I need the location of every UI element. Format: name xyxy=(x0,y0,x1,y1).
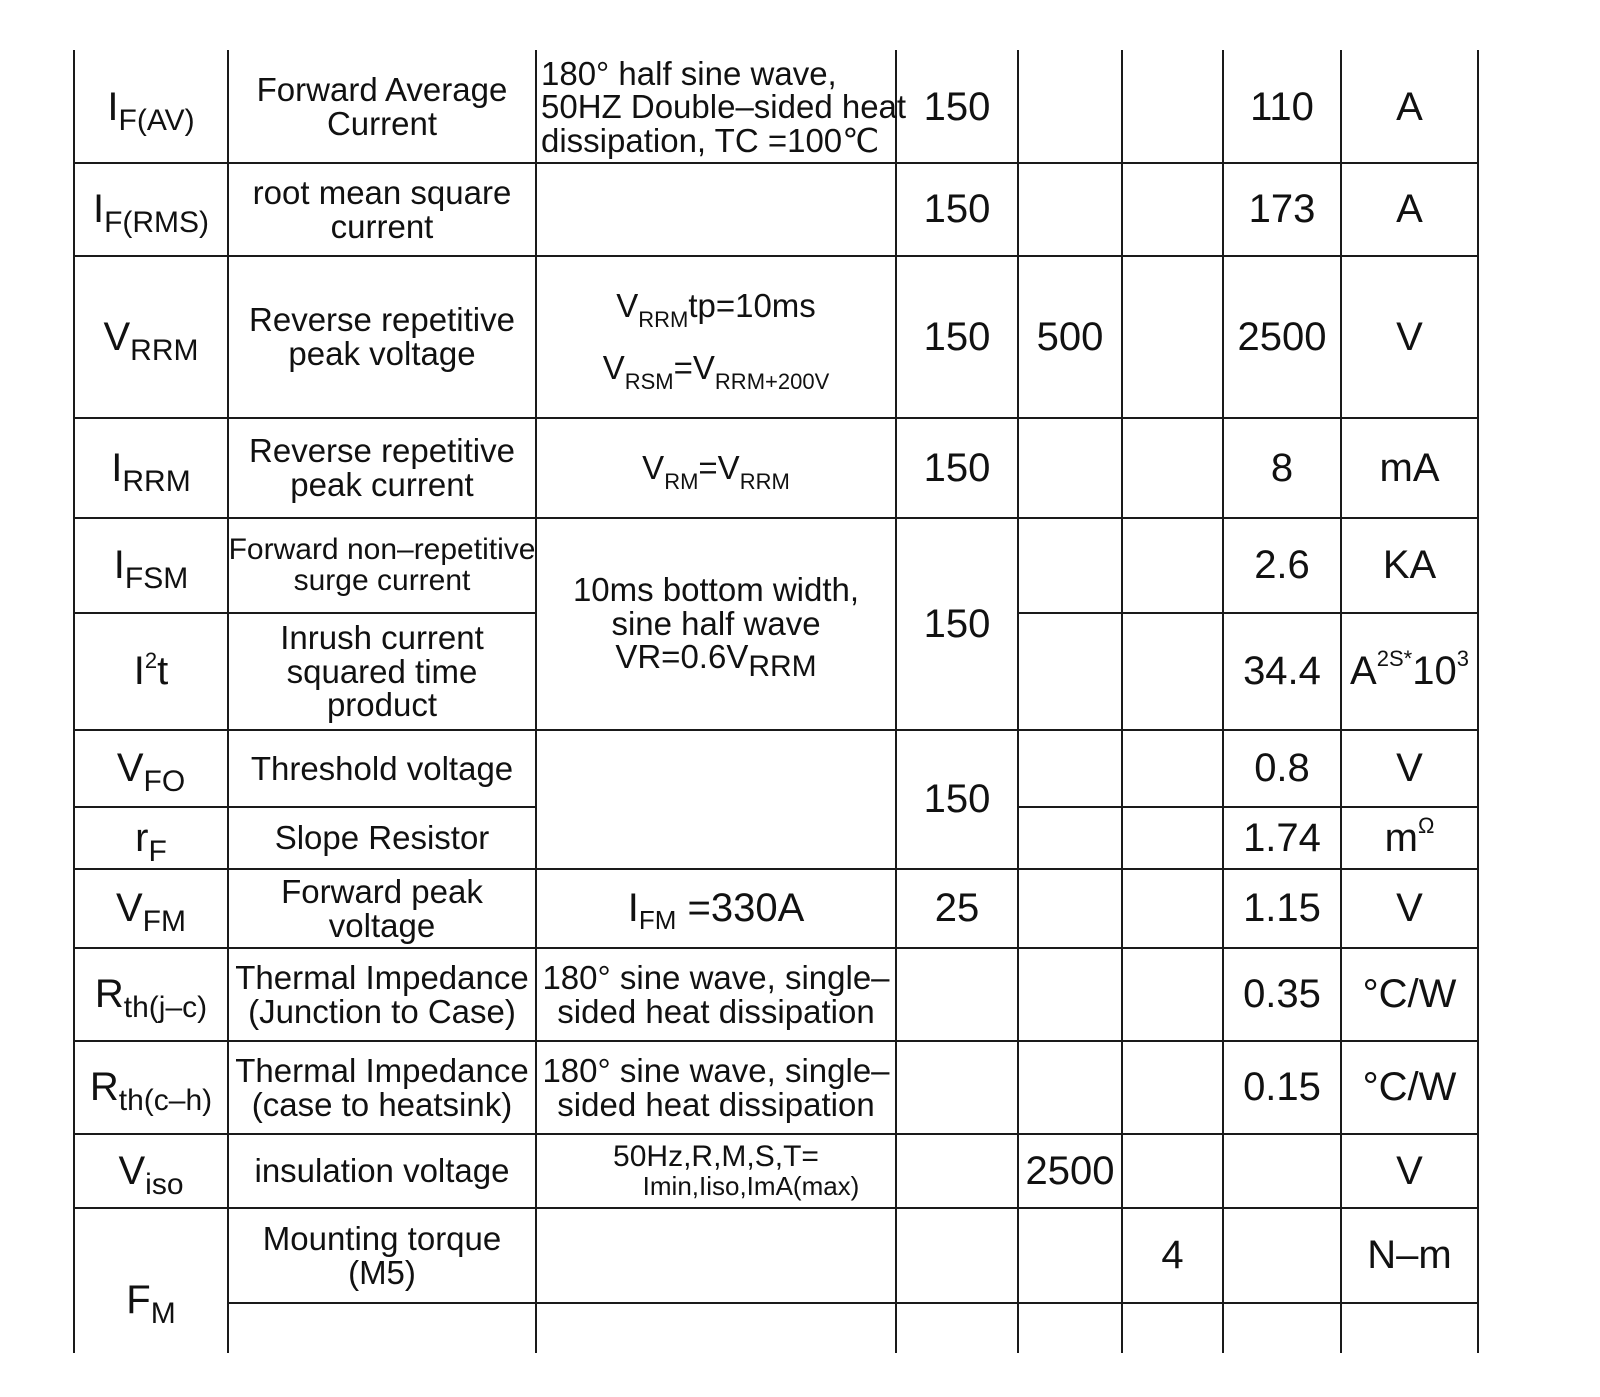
description-line: (case to heatsink) xyxy=(251,1085,513,1123)
unit-value: V xyxy=(1396,886,1423,931)
unit-fm xyxy=(1342,1209,1477,1302)
typ-fm xyxy=(1123,1209,1222,1302)
condition-line: dissipation, TC =100℃ xyxy=(541,121,880,159)
unit-value: mA xyxy=(1379,445,1440,490)
condition-viso xyxy=(537,1135,895,1207)
value-rth-jc xyxy=(1224,949,1340,1040)
value-rth-ch xyxy=(1224,1042,1340,1133)
min-value: 2500 xyxy=(1025,1148,1115,1193)
symbol-sub: FSM xyxy=(124,562,189,596)
unit-value: 10 xyxy=(1412,649,1457,694)
symbol-superscript: 2 xyxy=(144,648,158,674)
unit-rth-jc xyxy=(1342,949,1477,1040)
rating-value: 173 xyxy=(1248,187,1316,232)
tj-surge xyxy=(897,519,1017,729)
unit-value: A xyxy=(1396,84,1423,129)
symbol-sub: iso xyxy=(145,1167,184,1201)
condition-subscript: RRM xyxy=(739,469,790,495)
symbol-sub: F(AV) xyxy=(118,103,195,137)
description-rf xyxy=(229,808,535,868)
condition-line: 180° sine wave, single– xyxy=(542,1051,890,1089)
description-rth-jc xyxy=(229,949,535,1040)
symbol-viso xyxy=(75,1135,227,1207)
symbol-main: F xyxy=(126,1277,151,1322)
value-irrm xyxy=(1224,419,1340,517)
symbol-i2t xyxy=(75,614,227,729)
symbol-main: V xyxy=(118,1148,146,1193)
unit-if-av xyxy=(1342,52,1477,162)
rating-value: 34.4 xyxy=(1243,649,1321,694)
description-vfo xyxy=(229,731,535,806)
description-ifsm xyxy=(229,519,535,612)
condition-line: 180° sine wave, single– xyxy=(542,958,890,996)
condition-line: sided heat dissipation xyxy=(557,992,875,1030)
condition-line: 50HZ Double–sided heat xyxy=(541,88,907,126)
condition-irrm xyxy=(537,419,895,517)
description-rth-ch xyxy=(229,1042,535,1133)
condition-symbol: V xyxy=(616,287,639,325)
symbol-fm xyxy=(75,1260,227,1340)
symbol-sub: RRM xyxy=(122,464,191,498)
condition-subscript: RSM xyxy=(624,369,674,394)
description-line: (M5) xyxy=(348,1253,416,1291)
description-line: peak voltage xyxy=(288,335,476,372)
symbol-main: V xyxy=(103,314,131,359)
condition-text: =330A xyxy=(676,886,805,931)
min-value: 500 xyxy=(1036,314,1104,359)
condition-symbol: V xyxy=(602,349,625,386)
description-line: Forward Average xyxy=(256,71,508,109)
typ-value: 4 xyxy=(1161,1233,1184,1278)
condition-symbol: V xyxy=(642,449,665,487)
description-i2t xyxy=(229,614,535,729)
unit-value: KA xyxy=(1382,543,1437,588)
symbol-main: I xyxy=(107,84,119,129)
symbol-if-av xyxy=(75,52,227,162)
condition-text: =V xyxy=(673,349,715,386)
symbol-rth-jc xyxy=(75,949,227,1040)
unit-superscript: 3 xyxy=(1456,646,1469,672)
description-line: voltage xyxy=(328,906,436,944)
description-line: squared time xyxy=(286,652,478,690)
rating-value: 0.15 xyxy=(1243,1065,1321,1110)
description-line: surge current xyxy=(293,563,471,597)
tj-if-av xyxy=(897,52,1017,162)
unit-value: A xyxy=(1350,649,1377,694)
symbol-main: I xyxy=(111,445,123,490)
condition-surge xyxy=(537,519,895,729)
unit-superscript: Ω xyxy=(1417,812,1435,838)
grid-line-vertical xyxy=(1477,50,1479,1353)
condition-subscript: RRM xyxy=(638,307,689,333)
symbol-main: R xyxy=(94,972,124,1017)
condition-line: 180° half sine wave, xyxy=(541,54,837,92)
tj-value: 150 xyxy=(923,314,991,359)
description-line: product xyxy=(326,686,438,724)
unit-vfo xyxy=(1342,731,1477,806)
condition-line: 10ms bottom width, xyxy=(572,571,860,609)
description-line: Slope Resistor xyxy=(274,819,490,857)
grid-line-horizontal xyxy=(227,1302,1479,1304)
symbol-sub: RRM xyxy=(130,333,199,367)
condition-line: 50Hz,R,M,S,T= xyxy=(613,1140,819,1174)
unit-value: V xyxy=(1396,1148,1423,1193)
rating-value: 1.15 xyxy=(1243,886,1321,931)
unit-vfm xyxy=(1342,870,1477,947)
tj-vfm xyxy=(897,870,1017,947)
symbol-sub: F(RMS) xyxy=(104,206,210,240)
description-line: Mounting torque xyxy=(262,1219,502,1257)
condition-line: sine half wave xyxy=(611,604,821,642)
condition-text: =V xyxy=(698,449,740,487)
min-vrrm xyxy=(1019,257,1121,417)
unit-ifsm xyxy=(1342,519,1477,612)
description-line: Reverse repetitive xyxy=(249,301,515,339)
symbol-vrrm xyxy=(75,257,227,417)
value-vfo xyxy=(1224,731,1340,806)
tj-value: 150 xyxy=(923,445,991,490)
unit-rth-ch xyxy=(1342,1042,1477,1133)
rating-value: 0.35 xyxy=(1243,972,1321,1017)
tj-value: 150 xyxy=(923,777,991,822)
description-line: Inrush current xyxy=(280,619,484,657)
unit-i2t xyxy=(1342,614,1477,729)
condition-rth-ch xyxy=(537,1042,895,1133)
description-if-av xyxy=(229,52,535,162)
condition-line: Imin,Iiso,ImA(max) xyxy=(642,1171,860,1202)
value-rf xyxy=(1224,808,1340,868)
tj-value: 150 xyxy=(923,187,991,232)
condition-vfm xyxy=(537,870,895,947)
description-fm xyxy=(229,1209,535,1302)
unit-rf xyxy=(1342,808,1477,868)
value-if-rms xyxy=(1224,164,1340,255)
min-viso xyxy=(1019,1135,1121,1207)
description-line: Threshold voltage xyxy=(250,749,514,787)
description-line: Thermal Impedance xyxy=(235,1051,529,1089)
tj-value: 150 xyxy=(923,601,991,646)
condition-subscript: RM xyxy=(664,469,699,495)
value-if-av xyxy=(1224,52,1340,162)
tj-if-rms xyxy=(897,164,1017,255)
description-line: Forward non–repetitive xyxy=(228,532,536,566)
description-line: Forward peak xyxy=(281,872,483,910)
tj-irrm xyxy=(897,419,1017,517)
description-viso xyxy=(229,1135,535,1207)
rating-value: 0.8 xyxy=(1254,746,1310,791)
symbol-main: I xyxy=(92,187,105,232)
unit-superscript: 2S* xyxy=(1376,646,1413,672)
condition-subscript: RRM xyxy=(748,650,817,684)
symbol-rest: t xyxy=(157,649,169,694)
symbol-sub: F xyxy=(148,834,167,868)
unit-value: °C/W xyxy=(1362,1065,1457,1110)
condition-line: sided heat dissipation xyxy=(557,1085,875,1123)
description-irrm xyxy=(229,419,535,517)
condition-rth-jc xyxy=(537,949,895,1040)
unit-irrm xyxy=(1342,419,1477,517)
symbol-irrm xyxy=(75,419,227,517)
description-line: Current xyxy=(326,105,438,142)
symbol-vfo xyxy=(75,731,227,806)
description-line: (Junction to Case) xyxy=(248,992,516,1030)
symbol-rth-ch xyxy=(75,1042,227,1133)
unit-value: m xyxy=(1384,815,1418,860)
symbol-main: I xyxy=(113,543,125,588)
symbol-rf xyxy=(75,808,227,868)
symbol-sub: th(j–c) xyxy=(123,991,208,1025)
rating-value: 2500 xyxy=(1237,314,1327,359)
description-line: Thermal Impedance xyxy=(235,958,529,996)
symbol-main: r xyxy=(135,815,149,860)
symbol-ifsm xyxy=(75,519,227,612)
description-vfm xyxy=(229,870,535,947)
value-ifsm xyxy=(1224,519,1340,612)
value-i2t xyxy=(1224,614,1340,729)
condition-text: VR=0.6V xyxy=(615,638,749,676)
tj-vrrm xyxy=(897,257,1017,417)
rating-value: 110 xyxy=(1250,84,1314,129)
unit-viso xyxy=(1342,1135,1477,1207)
condition-subscript: FM xyxy=(638,905,677,936)
description-line: root mean square xyxy=(252,173,512,211)
description-vrrm xyxy=(229,257,535,417)
symbol-sub: M xyxy=(150,1296,176,1330)
rating-value: 2.6 xyxy=(1254,543,1310,588)
unit-value: A xyxy=(1396,187,1423,232)
condition-symbol: I xyxy=(627,886,639,931)
value-vrrm xyxy=(1224,257,1340,417)
symbol-sub: th(c–h) xyxy=(118,1084,213,1118)
symbol-vfm xyxy=(75,870,227,947)
symbol-main: V xyxy=(116,746,144,791)
symbol-if-rms xyxy=(75,164,227,255)
description-line: Reverse repetitive xyxy=(249,432,515,470)
condition-text: tp=10ms xyxy=(688,287,816,325)
unit-value: °C/W xyxy=(1362,972,1457,1017)
condition-if-av xyxy=(537,52,907,162)
condition-subscript: RRM+200V xyxy=(714,369,830,394)
grid-line-vertical xyxy=(1121,50,1123,1353)
rating-value: 8 xyxy=(1270,445,1294,490)
value-vfm xyxy=(1224,870,1340,947)
condition-vrrm xyxy=(537,257,895,417)
tj-value: 150 xyxy=(923,84,991,129)
symbol-main: I xyxy=(133,649,145,694)
description-line: insulation voltage xyxy=(254,1152,510,1190)
unit-value: N–m xyxy=(1367,1233,1452,1278)
description-if-rms xyxy=(229,164,535,255)
tj-vfo-rf xyxy=(897,731,1017,868)
description-line: current xyxy=(330,207,434,245)
tj-value: 25 xyxy=(934,886,980,931)
unit-vrrm xyxy=(1342,257,1477,417)
symbol-sub: FM xyxy=(142,905,186,939)
rating-value: 1.74 xyxy=(1243,815,1321,860)
description-line: peak current xyxy=(290,466,474,503)
symbol-sub: FO xyxy=(143,765,186,799)
symbol-main: R xyxy=(89,1065,119,1110)
symbol-main: V xyxy=(115,886,143,931)
unit-value: V xyxy=(1396,314,1423,359)
unit-value: V xyxy=(1396,746,1423,791)
unit-if-rms xyxy=(1342,164,1477,255)
